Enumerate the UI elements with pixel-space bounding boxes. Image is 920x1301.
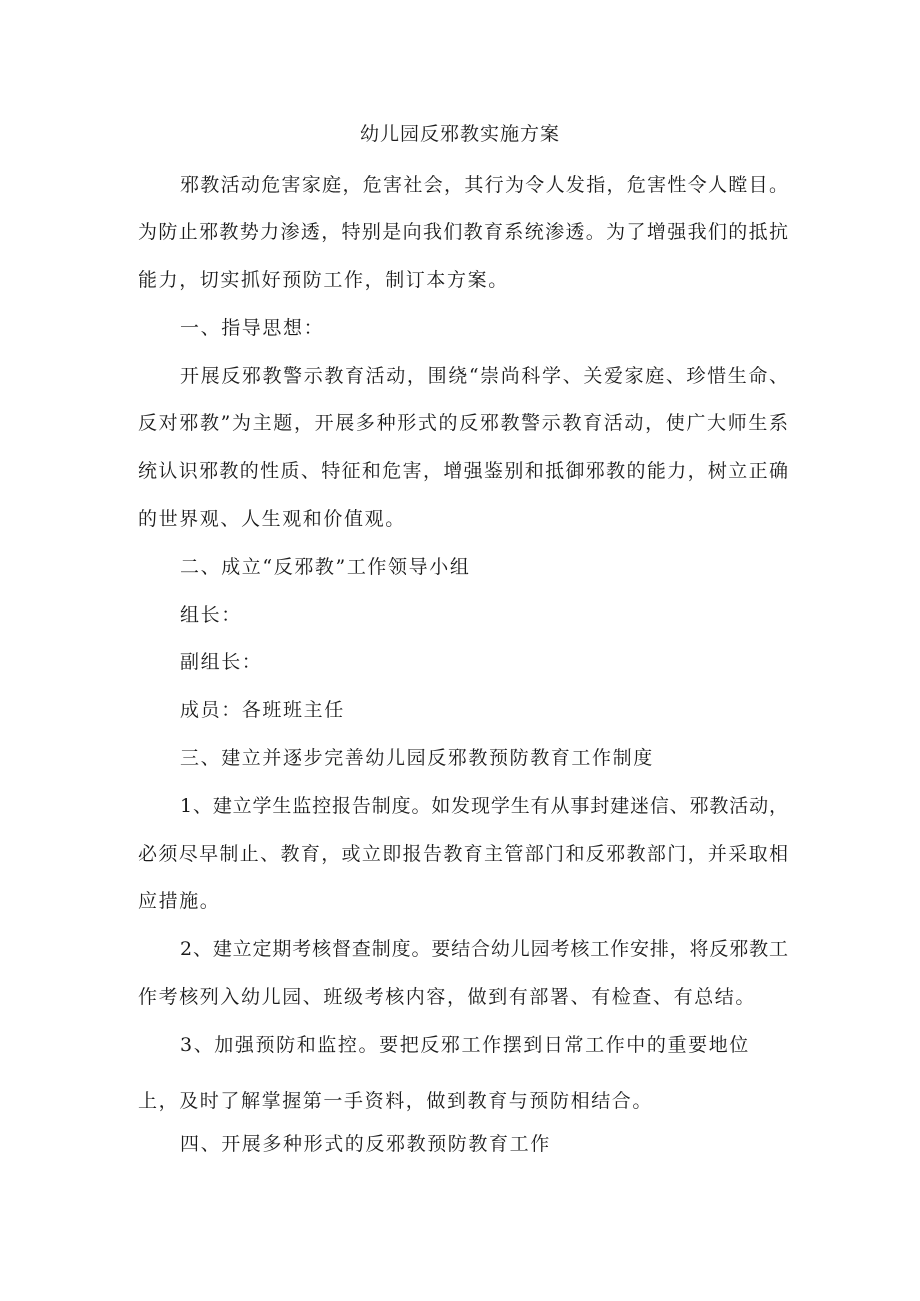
members-line: 成员：各班班主任	[180, 699, 345, 721]
section-1-line-1: 开展反邪教警示教育活动，围绕“崇尚科学、关爱家庭、珍惜生命、	[180, 365, 788, 387]
item-2-line-1: 2、建立定期考核督查制度。要结合幼儿园考核工作安排，将反邪教工	[180, 938, 788, 960]
intro-line-3: 能力，切实抓好预防工作，制订本方案。	[138, 269, 509, 291]
section-3-heading: 三、建立并逐步完善幼儿园反邪教预防教育工作制度	[180, 747, 654, 769]
item-1-line-1: 1、建立学生监控报告制度。如发现学生有从事封建迷信、邪教活动，	[180, 795, 788, 817]
section-1-line-2: 反对邪教”为主题，开展多种形式的反邪教警示教育活动，使广大师生系	[138, 412, 788, 434]
section-1-line-4: 的世界观、人生观和价值观。	[138, 508, 406, 530]
item-1-line-2: 必须尽早制止、教育，或立即报告教育主管部门和反邪教部门，并采取相	[138, 843, 788, 865]
section-2-heading: 二、成立“反邪教”工作领导小组	[180, 556, 471, 578]
section-1-line-3: 统认识邪教的性质、特征和危害，增强鉴别和抵御邪教的能力，树立正确	[138, 460, 788, 482]
item-3-line-1: 3、加强预防和监控。要把反邪工作摆到日常工作中的重要地位	[180, 1034, 750, 1056]
item-2-line-2: 作考核列入幼儿园、班级考核内容，做到有部署、有检查、有总结。	[138, 986, 757, 1008]
deputy-leader-line: 副组长：	[180, 651, 263, 673]
intro-line-2: 为防止邪教势力渗透，特别是向我们教育系统渗透。为了增强我们的抵抗	[138, 221, 788, 243]
item-1-line-3: 应措施。	[138, 890, 221, 912]
intro-line-1: 邪教活动危害家庭，危害社会，其行为令人发指，危害性令人瞠目。	[180, 174, 788, 196]
section-4-heading: 四、开展多种形式的反邪教预防教育工作	[180, 1133, 551, 1155]
section-1-heading: 一、指导思想：	[180, 317, 325, 339]
document-title: 幼儿园反邪教实施方案	[359, 123, 560, 145]
item-3-line-2: 上，及时了解掌握第一手资料，做到教育与预防相结合。	[138, 1090, 654, 1112]
leader-line: 组长：	[180, 604, 242, 626]
